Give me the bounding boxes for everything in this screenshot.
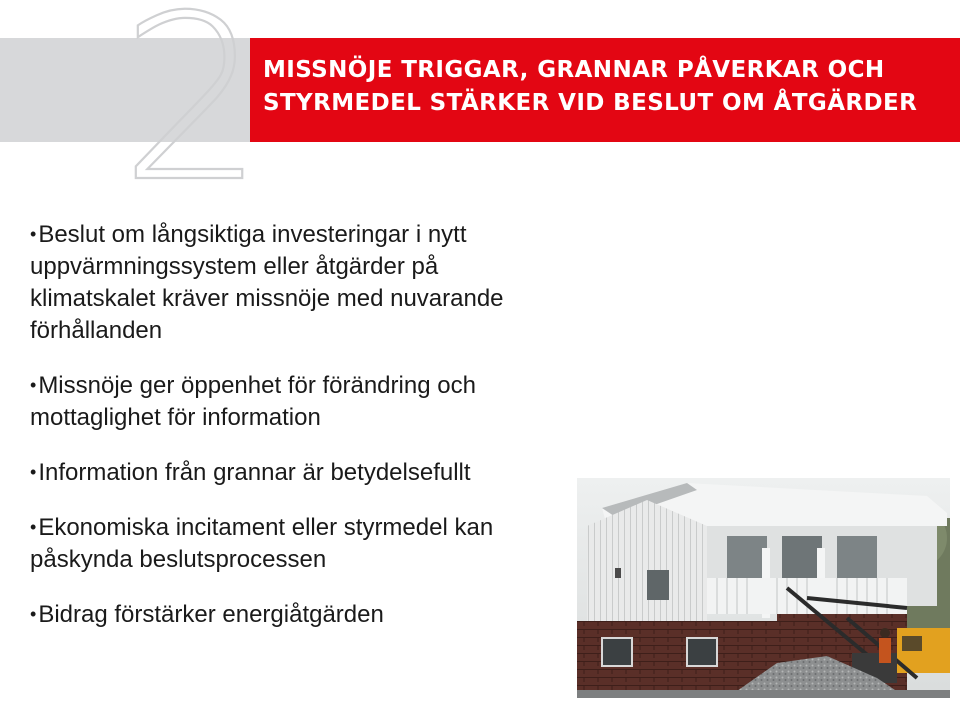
page-title-line-1: MISSNÖJE TRIGGAR, GRANNAR PÅVERKAR OCH	[263, 57, 885, 83]
bullet-text: Ekonomiska incitament eller styrmedel kan påskynda beslutsprocessen	[30, 514, 494, 573]
bullet-list	[30, 218, 590, 653]
bullet-text: Information från grannar är betydelsefullt	[38, 459, 471, 486]
bullet-dot: •	[30, 604, 37, 624]
chapter-number	[118, 0, 266, 232]
bullet-dot: •	[30, 224, 37, 244]
house-drilling-photo	[577, 478, 950, 698]
bullet-item	[30, 369, 590, 434]
bullet-dot: •	[30, 375, 37, 395]
bullet-text: Missnöje ger öppenhet för förändring och mottaglighet för information	[30, 372, 476, 431]
bullet-text: Beslut om långsiktiga investeringar i nytt uppvärmningssystem eller åtgärder på klimatskalet kräver missnöje med nuvarande förhållanden	[30, 221, 504, 344]
bullet-text: Bidrag förstärker energiåtgärden	[38, 601, 384, 628]
svg-text:2: 2	[120, 0, 266, 232]
bullet-item	[30, 456, 590, 489]
bullet-item	[30, 598, 590, 631]
bullet-dot: •	[30, 462, 37, 482]
bullet-item	[30, 511, 560, 576]
page-title-line-2: STYRMEDEL STÄRKER VID BESLUT OM ÅTGÄRDER	[263, 90, 918, 116]
page-title	[263, 54, 953, 120]
bullet-item	[30, 218, 550, 347]
bullet-dot: •	[30, 517, 37, 537]
